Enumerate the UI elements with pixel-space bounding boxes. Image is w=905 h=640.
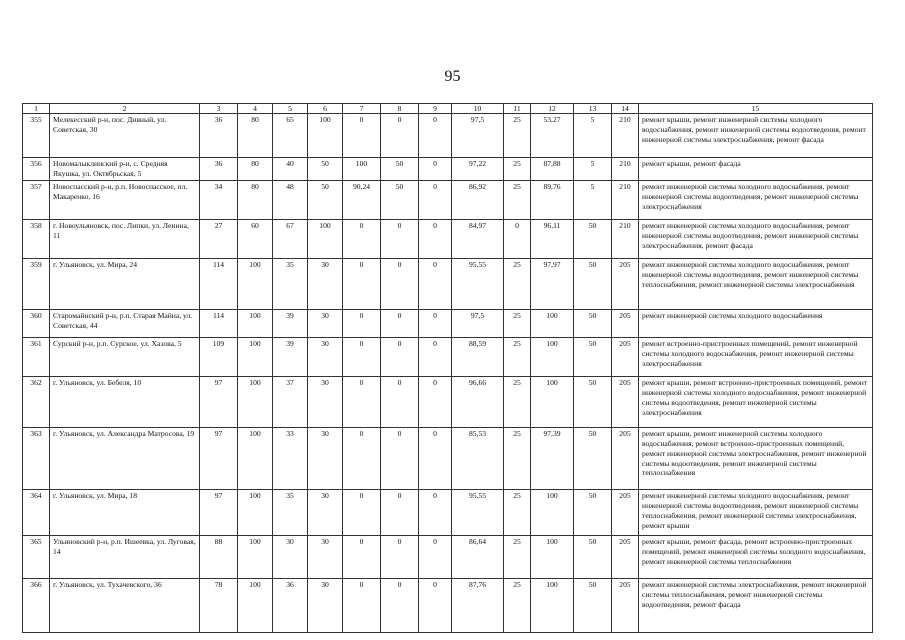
table-cell: 0 — [381, 114, 419, 158]
table-cell: 60 — [238, 220, 273, 259]
work-description-cell: ремонт инженерной системы холодного водоснабжения, ремонт инженерной системы водоотведения, ремонт инженерной системы электроснабжения — [639, 181, 873, 220]
column-header: 13 — [574, 104, 612, 114]
table-cell: 53,27 — [531, 114, 574, 158]
row-number-cell: 365 — [23, 536, 50, 579]
table-cell: 0 — [504, 220, 531, 259]
table-cell: 100 — [238, 579, 273, 633]
table-cell: 50 — [381, 158, 419, 181]
table-cell: 30 — [308, 310, 343, 338]
table-cell: 205 — [612, 579, 639, 633]
table-cell: 210 — [612, 158, 639, 181]
table-cell: 33 — [273, 428, 308, 490]
table-cell: 100 — [238, 338, 273, 377]
table-cell: 100 — [238, 310, 273, 338]
work-description-cell: ремонт крыши, ремонт фасада — [639, 158, 873, 181]
table-cell: 205 — [612, 377, 639, 428]
table-cell: 50 — [381, 181, 419, 220]
table-cell: 48 — [273, 181, 308, 220]
row-number-cell: 355 — [23, 114, 50, 158]
table-cell: 0 — [419, 181, 452, 220]
table-cell: 50 — [308, 181, 343, 220]
table-cell: 5 — [574, 114, 612, 158]
table-cell: 100 — [308, 220, 343, 259]
table-cell: 210 — [612, 220, 639, 259]
table-cell: 86,64 — [452, 536, 504, 579]
column-header: 6 — [308, 104, 343, 114]
table-cell: 0 — [343, 259, 381, 310]
table-row — [23, 579, 873, 633]
table-cell: 100 — [531, 579, 574, 633]
table-cell: 0 — [419, 377, 452, 428]
table-cell: 0 — [343, 536, 381, 579]
table-cell: 0 — [343, 377, 381, 428]
table-cell: 50 — [308, 158, 343, 181]
table-cell: 0 — [343, 338, 381, 377]
column-header: 1 — [23, 104, 50, 114]
table-row — [23, 338, 873, 377]
table-cell: 97,5 — [452, 310, 504, 338]
table-cell: 205 — [612, 338, 639, 377]
table-cell: 50 — [574, 259, 612, 310]
table-row — [23, 428, 873, 490]
row-number-cell: 359 — [23, 259, 50, 310]
table-row — [23, 490, 873, 536]
table-cell: 0 — [419, 579, 452, 633]
row-number-cell: 364 — [23, 490, 50, 536]
table-cell: 25 — [504, 338, 531, 377]
table-cell: 97,39 — [531, 428, 574, 490]
work-description-cell: ремонт крыши, ремонт инженерной системы холодного водоснабжения, ремонт инженерной системы водоотведения, ремонт инженерной системы электроснабжения, ремонт фасада — [639, 114, 873, 158]
row-number-cell: 361 — [23, 338, 50, 377]
table-cell: 0 — [381, 428, 419, 490]
table-cell: 86,92 — [452, 181, 504, 220]
work-description-cell: ремонт инженерной системы холодного водоснабжения, ремонт инженерной системы водоотведения, ремонт инженерной системы теплоснабжения, ремонт инженерной системы электроснабжения — [639, 259, 873, 310]
page-number: 95 — [444, 68, 461, 85]
table-cell: 67 — [273, 220, 308, 259]
table-cell: 95,55 — [452, 259, 504, 310]
table-cell: 50 — [574, 428, 612, 490]
row-number-cell: 360 — [23, 310, 50, 338]
work-description-cell: ремонт крыши, ремонт встроенно-пристроенных помещений, ремонт инженерной системы холодного водоснабжения, ремонт инженерной системы водоотведения, ремонт инженерной системы электроснабжения — [639, 377, 873, 428]
table-cell: 97 — [200, 377, 238, 428]
table-row — [23, 181, 873, 220]
table-cell: 30 — [273, 536, 308, 579]
row-number-cell: 356 — [23, 158, 50, 181]
table-row — [23, 259, 873, 310]
table-cell: 0 — [419, 428, 452, 490]
table-row — [23, 220, 873, 259]
address-cell: Новомалыклинский р-н, с. Средняя Якушка, ул. Октябрьская, 5 — [50, 158, 200, 181]
table-cell: 205 — [612, 536, 639, 579]
table-cell: 0 — [381, 338, 419, 377]
table-cell: 37 — [273, 377, 308, 428]
column-header: 5 — [273, 104, 308, 114]
table-cell: 25 — [504, 579, 531, 633]
table-cell: 205 — [612, 259, 639, 310]
table-cell: 114 — [200, 310, 238, 338]
column-header: 10 — [452, 104, 504, 114]
table-cell: 35 — [273, 490, 308, 536]
table-cell: 30 — [308, 338, 343, 377]
table-cell: 80 — [238, 158, 273, 181]
table-cell: 0 — [419, 536, 452, 579]
table-cell: 100 — [238, 536, 273, 579]
table-cell: 34 — [200, 181, 238, 220]
column-header: 15 — [639, 104, 873, 114]
table-cell: 205 — [612, 490, 639, 536]
table-body — [23, 114, 873, 633]
table-cell: 88 — [200, 536, 238, 579]
table-cell: 36 — [200, 158, 238, 181]
address-cell: г. Ульяновск, ул. Мира, 18 — [50, 490, 200, 536]
table-cell: 0 — [343, 428, 381, 490]
table-cell: 50 — [574, 310, 612, 338]
table-cell: 25 — [504, 490, 531, 536]
address-cell: Мелекесский р-н, пос. Дивный, ул. Советская, 30 — [50, 114, 200, 158]
table-cell: 39 — [273, 338, 308, 377]
table-cell: 65 — [273, 114, 308, 158]
table-cell: 89,76 — [531, 181, 574, 220]
address-cell: г. Ульяновск, ул. Бебеля, 10 — [50, 377, 200, 428]
table-cell: 40 — [273, 158, 308, 181]
table-cell: 50 — [574, 377, 612, 428]
table-cell: 100 — [531, 536, 574, 579]
column-header: 12 — [531, 104, 574, 114]
table-cell: 0 — [381, 536, 419, 579]
table-cell: 27 — [200, 220, 238, 259]
table-header-row — [23, 104, 873, 114]
table-cell: 5 — [574, 158, 612, 181]
table-cell: 25 — [504, 310, 531, 338]
table-cell: 0 — [381, 259, 419, 310]
address-cell: г. Ульяновск, ул. Мира, 24 — [50, 259, 200, 310]
table-cell: 0 — [343, 114, 381, 158]
row-number-cell: 357 — [23, 181, 50, 220]
table-cell: 36 — [200, 114, 238, 158]
table-cell: 97,22 — [452, 158, 504, 181]
table-cell: 87,76 — [452, 579, 504, 633]
table-cell: 85,53 — [452, 428, 504, 490]
table-cell: 25 — [504, 536, 531, 579]
column-header: 9 — [419, 104, 452, 114]
work-description-cell: ремонт инженерной системы холодного водоснабжения, ремонт инженерной системы водоотведения, ремонт инженерной системы электроснабжения, ремонт фасада — [639, 220, 873, 259]
work-description-cell: ремонт инженерной системы холодного водоснабжения — [639, 310, 873, 338]
table-cell: 25 — [504, 158, 531, 181]
table-cell: 97 — [200, 490, 238, 536]
table-row — [23, 536, 873, 579]
table-cell: 97 — [200, 428, 238, 490]
table-cell: 100 — [238, 377, 273, 428]
table-cell: 0 — [343, 310, 381, 338]
table-cell: 80 — [238, 114, 273, 158]
column-header: 14 — [612, 104, 639, 114]
work-description-cell: ремонт встроенно-пристроенных помещений, ремонт инженерной системы холодного водоснабжения, ремонт инженерной системы электроснабжения — [639, 338, 873, 377]
table-cell: 50 — [574, 338, 612, 377]
work-description-cell: ремонт крыши, ремонт фасада, ремонт встроенно-пристроенных помещений, ремонт инженерной системы холодного водоснабжения, ремонт инженерной системы теплоснабжения — [639, 536, 873, 579]
table-cell: 100 — [531, 377, 574, 428]
table-cell: 25 — [504, 114, 531, 158]
address-cell: г. Ульяновск, ул. Тухачевского, 36 — [50, 579, 200, 633]
table-cell: 100 — [238, 259, 273, 310]
table-cell: 80 — [238, 181, 273, 220]
address-cell: Новоспасский р-н, р.п. Новоспасское, пл. Макаренко, 16 — [50, 181, 200, 220]
table-cell: 5 — [574, 181, 612, 220]
table-cell: 100 — [531, 490, 574, 536]
data-table — [22, 103, 873, 633]
table-cell: 30 — [308, 579, 343, 633]
table-cell: 100 — [238, 428, 273, 490]
work-description-cell: ремонт крыши, ремонт инженерной системы холодного водоснабжения, ремонт встроенно-пристроенных помещений, ремонт инженерной системы электроснабжения, ремонт инженерной системы водоотведения, ремонт инженерной системы теплоснабжения — [639, 428, 873, 490]
table-cell: 90,24 — [343, 181, 381, 220]
table-row — [23, 377, 873, 428]
table-cell: 0 — [419, 338, 452, 377]
table-cell: 35 — [273, 259, 308, 310]
address-cell: г. Новоульяновск, пос. Липки, ул. Ленина, 11 — [50, 220, 200, 259]
table-cell: 30 — [308, 259, 343, 310]
table-cell: 50 — [574, 220, 612, 259]
table-cell: 25 — [504, 428, 531, 490]
table-cell: 50 — [574, 490, 612, 536]
table-cell: 78 — [200, 579, 238, 633]
table-cell: 0 — [381, 579, 419, 633]
table-cell: 97,97 — [531, 259, 574, 310]
table-cell: 0 — [381, 377, 419, 428]
table-cell: 100 — [531, 310, 574, 338]
table-row — [23, 310, 873, 338]
table-cell: 0 — [381, 310, 419, 338]
table-cell: 25 — [504, 181, 531, 220]
table-cell: 25 — [504, 259, 531, 310]
table-cell: 84,97 — [452, 220, 504, 259]
table-cell: 100 — [531, 338, 574, 377]
address-cell: Ульяновский р-н, р.п. Ишеевка, ул. Луговая, 14 — [50, 536, 200, 579]
table-cell: 0 — [419, 158, 452, 181]
table-cell: 36 — [273, 579, 308, 633]
work-description-cell: ремонт инженерной системы холодного водоснабжения, ремонт инженерной системы водоотведения, ремонт инженерной системы теплоснабжения, ремонт инженерной системы электроснабжения, ремонт крыши — [639, 490, 873, 536]
table-cell: 210 — [612, 181, 639, 220]
row-number-cell: 366 — [23, 579, 50, 633]
table-cell: 205 — [612, 428, 639, 490]
address-cell: Старомайнский р-н, р.п. Старая Майна, ул. Советская, 44 — [50, 310, 200, 338]
table-cell: 50 — [574, 579, 612, 633]
table-row — [23, 158, 873, 181]
table-cell: 100 — [308, 114, 343, 158]
table-cell: 0 — [343, 579, 381, 633]
row-number-cell: 363 — [23, 428, 50, 490]
row-number-cell: 362 — [23, 377, 50, 428]
table-cell: 88,59 — [452, 338, 504, 377]
table-cell: 0 — [381, 220, 419, 259]
column-header: 2 — [50, 104, 200, 114]
table-cell: 0 — [419, 220, 452, 259]
table-cell: 0 — [419, 259, 452, 310]
table-row — [23, 114, 873, 158]
row-number-cell: 358 — [23, 220, 50, 259]
table-cell: 25 — [504, 377, 531, 428]
address-cell: Сурский р-н, р.п. Сурское, ул. Хазова, 5 — [50, 338, 200, 377]
table-cell: 96,11 — [531, 220, 574, 259]
work-description-cell: ремонт инженерной системы электроснабжения, ремонт инженерной системы теплоснабжения, ремонт инженерной системы водоотведения, ремонт фасада — [639, 579, 873, 633]
column-header: 4 — [238, 104, 273, 114]
table-cell: 39 — [273, 310, 308, 338]
table-cell: 97,5 — [452, 114, 504, 158]
table-cell: 30 — [308, 536, 343, 579]
column-header: 7 — [343, 104, 381, 114]
table-cell: 205 — [612, 310, 639, 338]
table-cell: 0 — [419, 114, 452, 158]
column-header: 3 — [200, 104, 238, 114]
table-cell: 0 — [419, 310, 452, 338]
table-cell: 109 — [200, 338, 238, 377]
table-cell: 0 — [343, 220, 381, 259]
table-cell: 0 — [343, 490, 381, 536]
address-cell: г. Ульяновск, ул. Александра Матросова, 19 — [50, 428, 200, 490]
table-cell: 96,66 — [452, 377, 504, 428]
column-header: 11 — [504, 104, 531, 114]
table-cell: 30 — [308, 428, 343, 490]
table-cell: 50 — [574, 536, 612, 579]
table-cell: 95,55 — [452, 490, 504, 536]
table-cell: 100 — [343, 158, 381, 181]
table-cell: 0 — [381, 490, 419, 536]
column-header: 8 — [381, 104, 419, 114]
table-cell: 30 — [308, 377, 343, 428]
table-cell: 87,88 — [531, 158, 574, 181]
table-cell: 0 — [419, 490, 452, 536]
table-cell: 30 — [308, 490, 343, 536]
table-cell: 100 — [238, 490, 273, 536]
table-cell: 114 — [200, 259, 238, 310]
table-cell: 210 — [612, 114, 639, 158]
